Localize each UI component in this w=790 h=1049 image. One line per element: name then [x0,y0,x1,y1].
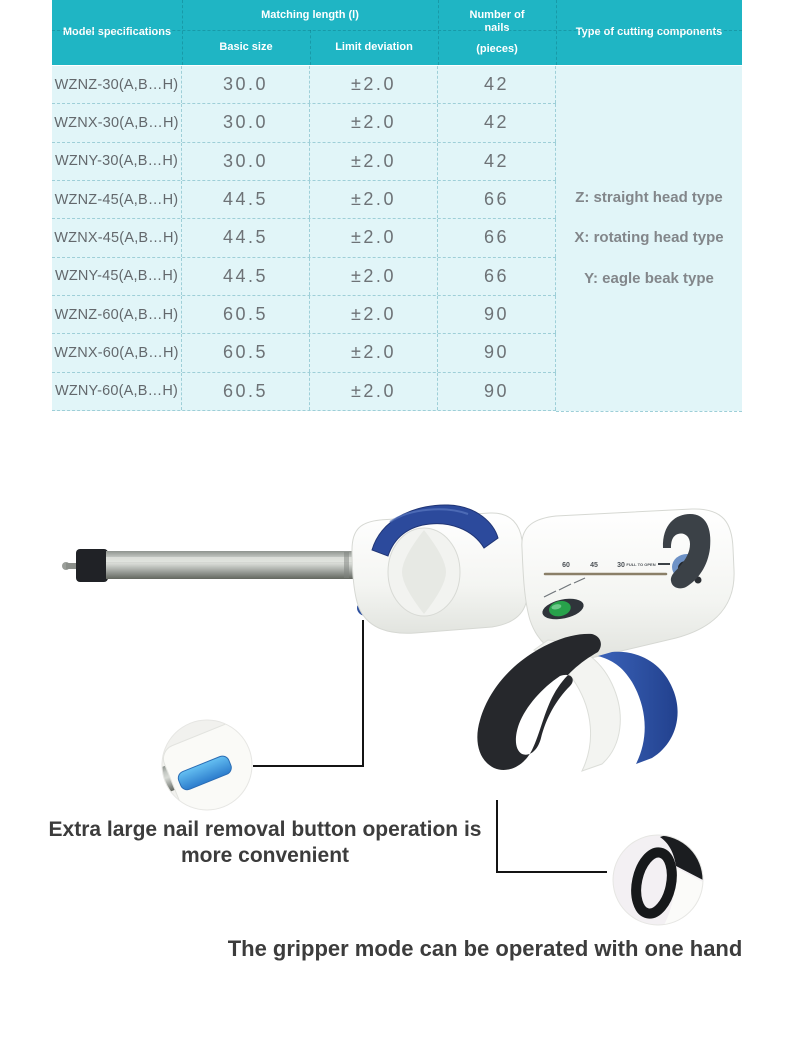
scale-mark-30: 30 [617,562,625,569]
cell-limit-deviation: ±2.0 [310,258,438,295]
caption-gripper: The gripper mode can be operated with one hand [227,936,743,961]
cell-model: WZNY-30(A,B…H) [52,143,182,180]
cell-basic-size: 44.5 [182,258,310,295]
cell-model: WZNZ-30(A,B…H) [52,66,182,103]
cell-limit-deviation: ±2.0 [310,373,438,410]
cell-model: WZNX-45(A,B…H) [52,219,182,256]
device-shaft [62,549,354,582]
cell-nails: 66 [438,219,556,256]
caption-nail-button-line2: more convenient [180,844,350,867]
header-cutting-type: Type of cutting components [575,26,723,38]
cell-basic-size: 30.0 [182,143,310,180]
callout-line-gripper [497,800,607,872]
shaft-tip-cap [76,549,108,582]
header-basic-size: Basic size [219,41,273,53]
cell-basic-size: 60.5 [182,334,310,371]
inset-gripper [613,835,703,925]
cell-model: WZNX-30(A,B…H) [52,104,182,141]
caption-nail-button [40,817,490,869]
scale-mark-45: 45 [590,562,598,569]
cell-limit-deviation: ±2.0 [310,334,438,371]
scale-mark-60: 60 [562,562,570,569]
header-model-specifications: Model specifications [62,26,172,38]
scale-note: FULL TO OPEN [626,562,656,567]
cell-nails: 66 [438,258,556,295]
cell-model: WZNZ-45(A,B…H) [52,181,182,218]
header-number-of-nails-label: Number of nails [469,9,525,34]
cell-nails: 66 [438,181,556,218]
cell-basic-size: 44.5 [182,181,310,218]
cutting-type-line: Y: eagle beak type [584,269,714,287]
cutting-type-line: Z: straight head type [575,188,723,206]
device-trigger [477,634,601,770]
cell-nails: 90 [438,296,556,333]
cell-basic-size: 60.5 [182,373,310,410]
caption-nail-button-line1: Extra large nail removal button operation is [48,818,482,841]
callout-line-nail-button [253,620,363,766]
cell-basic-size: 60.5 [182,296,310,333]
cell-basic-size: 30.0 [182,104,310,141]
cell-model: WZNZ-60(A,B…H) [52,296,182,333]
cell-limit-deviation: ±2.0 [310,104,438,141]
cell-limit-deviation: ±2.0 [310,66,438,103]
cell-model: WZNX-60(A,B…H) [52,334,182,371]
cell-nails: 42 [438,66,556,103]
cell-model: WZNY-45(A,B…H) [52,258,182,295]
device-rotation-knob [388,528,460,616]
cell-basic-size: 30.0 [182,66,310,103]
cell-limit-deviation: ±2.0 [310,219,438,256]
header-limit-deviation: Limit deviation [335,41,413,53]
header-number-of-nails-unit: (pieces) [476,43,518,55]
cell-basic-size: 44.5 [182,219,310,256]
cell-limit-deviation: ±2.0 [310,143,438,180]
cutting-type-line: X: rotating head type [574,229,724,247]
cell-nails: 90 [438,373,556,410]
cell-model: WZNY-60(A,B…H) [52,373,182,410]
cell-limit-deviation: ±2.0 [310,181,438,218]
cell-nails: 42 [438,104,556,141]
header-matching-length: Matching length (l) [261,8,359,21]
cell-nails: 90 [438,334,556,371]
cell-limit-deviation: ±2.0 [310,296,438,333]
cell-nails: 42 [438,143,556,180]
